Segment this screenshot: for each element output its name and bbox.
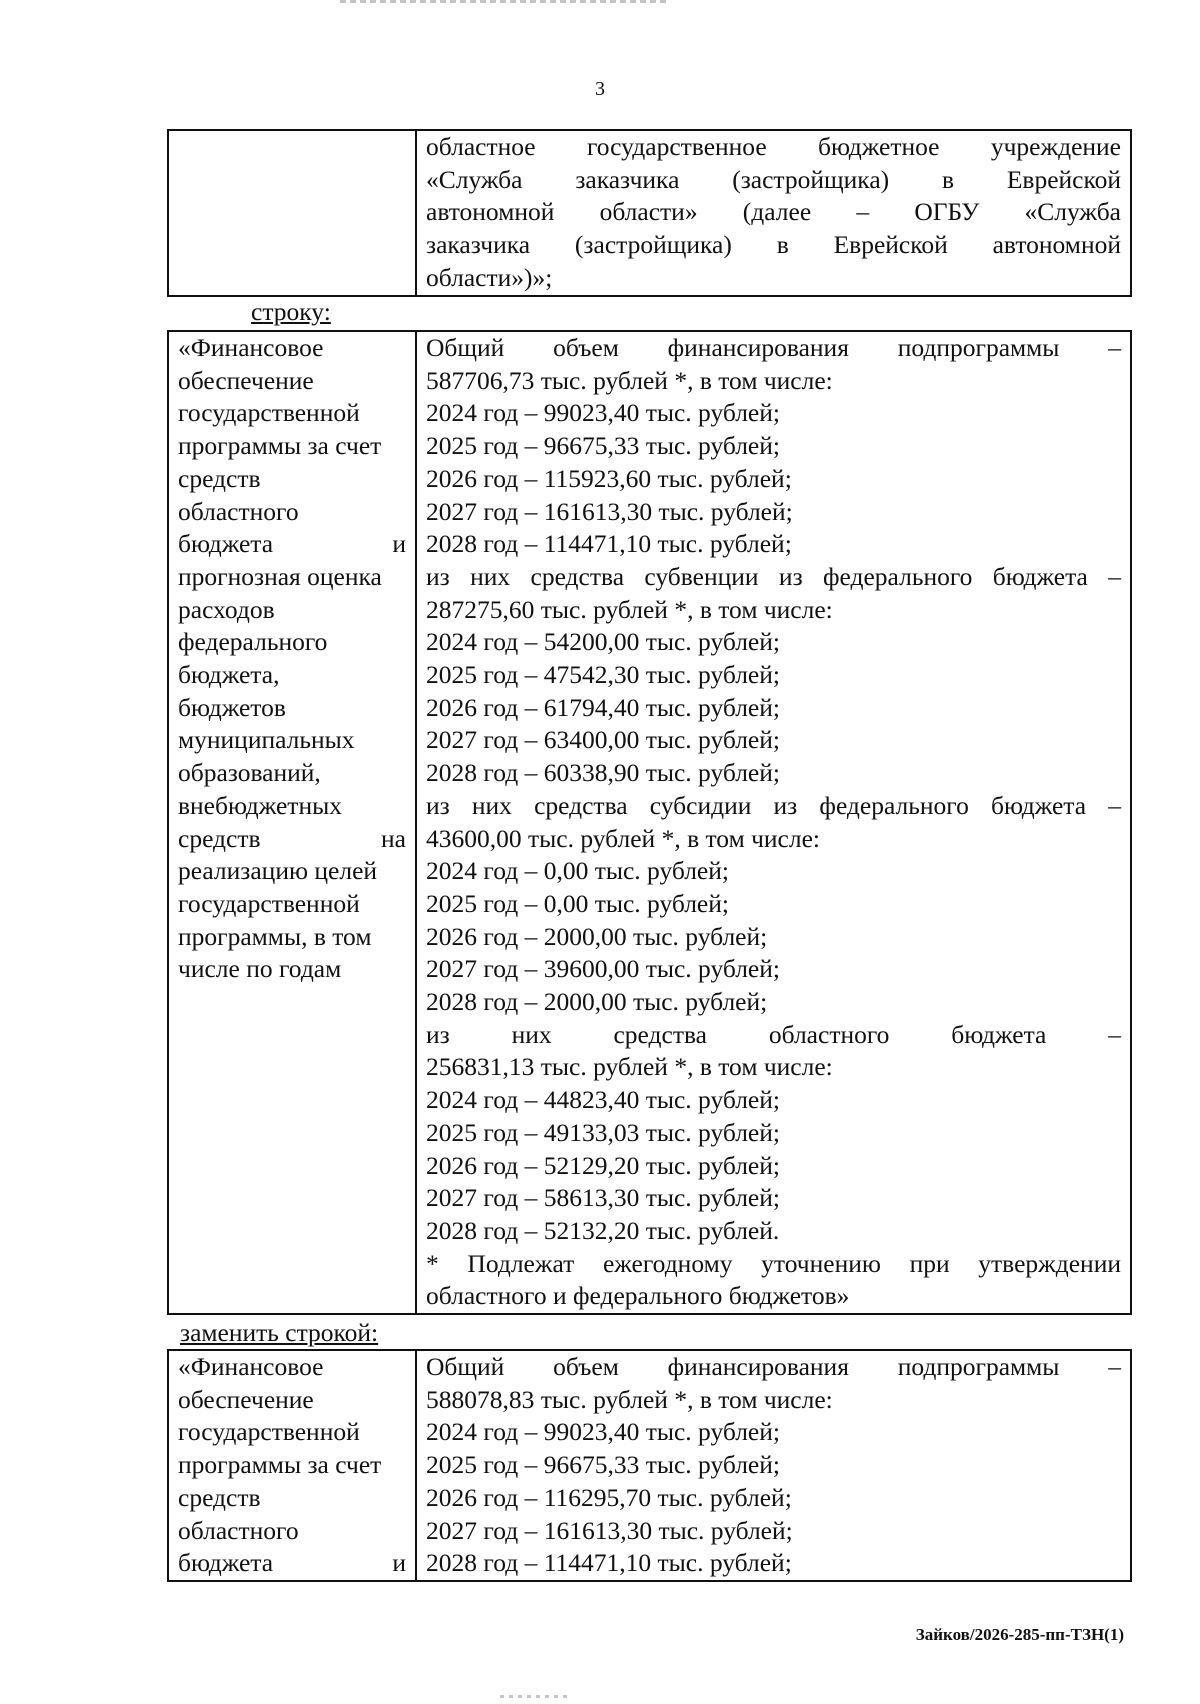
text-line: 256831,13 тыс. рублей *, в том числе:	[426, 1052, 833, 1082]
heading-line: средств	[178, 1482, 261, 1512]
text-line: 2025 год – 0,00 тыс. рублей;	[426, 888, 729, 918]
text-line: 2027 год – 58613,30 тыс. рублей;	[426, 1183, 780, 1213]
label-zamenit-strokoy: заменить строкой:	[180, 1318, 379, 1347]
heading-line: муниципальных	[178, 725, 355, 755]
text-line: 2026 год – 52129,20 тыс. рублей;	[426, 1150, 780, 1180]
label-stroku: строку:	[251, 297, 331, 326]
table-new-row	[167, 1349, 1132, 1582]
table-continuation-left-cell	[168, 130, 416, 296]
text-line: 2025 год – 96675,33 тыс. рублей;	[426, 1450, 780, 1480]
new-row-heading	[178, 1351, 406, 1580]
heading-line: расходов	[178, 594, 275, 624]
text-line: области»)»;	[426, 262, 553, 292]
text-line: 2028 год – 60338,90 тыс. рублей;	[426, 758, 780, 788]
heading-line: реализацию целей	[178, 856, 378, 886]
text-line: 2027 год – 63400,00 тыс. рублей;	[426, 725, 780, 755]
text-line: 587706,73 тыс. рублей *, в том числе:	[426, 365, 833, 395]
heading-line: областного	[178, 496, 299, 526]
heading-line: государственной	[178, 398, 360, 428]
heading-line: бюджета и	[178, 529, 406, 559]
text-line: 2028 год – 52132,20 тыс. рублей.	[426, 1215, 780, 1245]
heading-line: бюджета,	[178, 660, 280, 690]
text-line: 588078,83 тыс. рублей *, в том числе:	[426, 1384, 833, 1414]
text-line: «Служба заказчика (застройщика) в Еврейской	[426, 164, 1121, 194]
text-line: Общий объем финансирования подпрограммы –	[426, 333, 1121, 362]
text-line: областное государственное бюджетное учреждение	[426, 132, 1121, 161]
text-line: из них средства субсидии из федерального бюджета –	[426, 790, 1121, 820]
text-line: 2025 год – 96675,33 тыс. рублей;	[426, 431, 780, 461]
heading-line: средств	[178, 463, 261, 493]
text-line: 2026 год – 61794,40 тыс. рублей;	[426, 692, 780, 722]
text-line: 2027 год – 39600,00 тыс. рублей;	[426, 954, 780, 984]
text-line: 2024 год – 0,00 тыс. рублей;	[426, 856, 729, 886]
text-line: областного и федерального бюджетов»	[426, 1281, 850, 1311]
document-footer-code: Зайков/2026-285-пп-ТЗН(1)	[915, 1625, 1124, 1644]
table-continuation	[167, 129, 1132, 297]
text-line: 2026 год – 115923,60 тыс. рублей;	[426, 463, 792, 493]
text-line: 2027 год – 161613,30 тыс. рублей;	[426, 496, 793, 526]
text-line: 2024 год – 99023,40 тыс. рублей;	[426, 1417, 780, 1447]
table-old-row	[167, 330, 1132, 1315]
text-line: 2026 год – 2000,00 тыс. рублей;	[426, 921, 768, 951]
text-line: автономной области» (далее – ОГБУ «Служба	[426, 197, 1121, 227]
text-line: 2025 год – 47542,30 тыс. рублей;	[426, 660, 780, 690]
scan-artifact-top	[340, 0, 670, 3]
text-line: 2024 год – 99023,40 тыс. рублей;	[426, 398, 780, 428]
table-continuation-right-cell	[416, 130, 1131, 296]
text-line: 43600,00 тыс. рублей *, в том числе:	[426, 823, 820, 853]
table-continuation-text	[426, 131, 1121, 295]
scan-artifact-bottom	[500, 1695, 570, 1698]
text-line: из них средства областного бюджета –	[426, 1019, 1121, 1049]
heading-line: бюджета и	[178, 1548, 406, 1578]
text-line: 2024 год – 54200,00 тыс. рублей;	[426, 627, 780, 657]
new-row-financing-text	[426, 1351, 1121, 1580]
heading-line: обеспечение	[178, 365, 314, 395]
heading-line: «Финансовое	[178, 1352, 324, 1381]
text-line: 287275,60 тыс. рублей *, в том числе:	[426, 594, 833, 624]
old-row-financing-text	[426, 332, 1121, 1313]
heading-line: государственной	[178, 1417, 360, 1447]
heading-line: прогнозная оценка	[178, 561, 382, 591]
page-number: 3	[595, 78, 605, 100]
heading-line: «Финансовое	[178, 333, 324, 362]
heading-line: образований,	[178, 758, 321, 788]
heading-line: программы за счет	[178, 1450, 382, 1480]
text-line: 2025 год – 49133,03 тыс. рублей;	[426, 1117, 780, 1147]
text-line: * Подлежат ежегодному уточнению при утверждении	[426, 1248, 1121, 1278]
table-old-row-right-cell	[416, 331, 1131, 1314]
text-line: 2028 год – 114471,10 тыс. рублей;	[426, 1548, 792, 1578]
heading-line: областного	[178, 1515, 299, 1545]
table-new-row-right-cell	[416, 1350, 1131, 1581]
heading-line: программы, в том	[178, 921, 372, 951]
text-line: Общий объем финансирования подпрограммы –	[426, 1352, 1121, 1381]
heading-line: внебюджетных	[178, 790, 342, 820]
text-line: 2026 год – 116295,70 тыс. рублей;	[426, 1482, 792, 1512]
heading-line: средств на	[178, 823, 406, 853]
text-line: 2028 год – 114471,10 тыс. рублей;	[426, 529, 792, 559]
text-line: из них средства субвенции из федерального бюджета –	[426, 561, 1121, 591]
heading-line: числе по годам	[178, 954, 342, 984]
text-line: 2027 год – 161613,30 тыс. рублей;	[426, 1515, 793, 1545]
heading-line: бюджетов	[178, 692, 286, 722]
text-line: заказчика (застройщика) в Еврейской автономной	[426, 230, 1121, 260]
old-row-heading	[178, 332, 406, 986]
heading-line: обеспечение	[178, 1384, 314, 1414]
heading-line: государственной	[178, 888, 360, 918]
heading-line: программы за счет	[178, 431, 382, 461]
heading-line: федерального	[178, 627, 328, 657]
text-line: 2028 год – 2000,00 тыс. рублей;	[426, 987, 768, 1017]
table-old-row-left-cell	[168, 331, 416, 1314]
table-new-row-left-cell	[168, 1350, 416, 1581]
text-line: 2024 год – 44823,40 тыс. рублей;	[426, 1085, 780, 1115]
